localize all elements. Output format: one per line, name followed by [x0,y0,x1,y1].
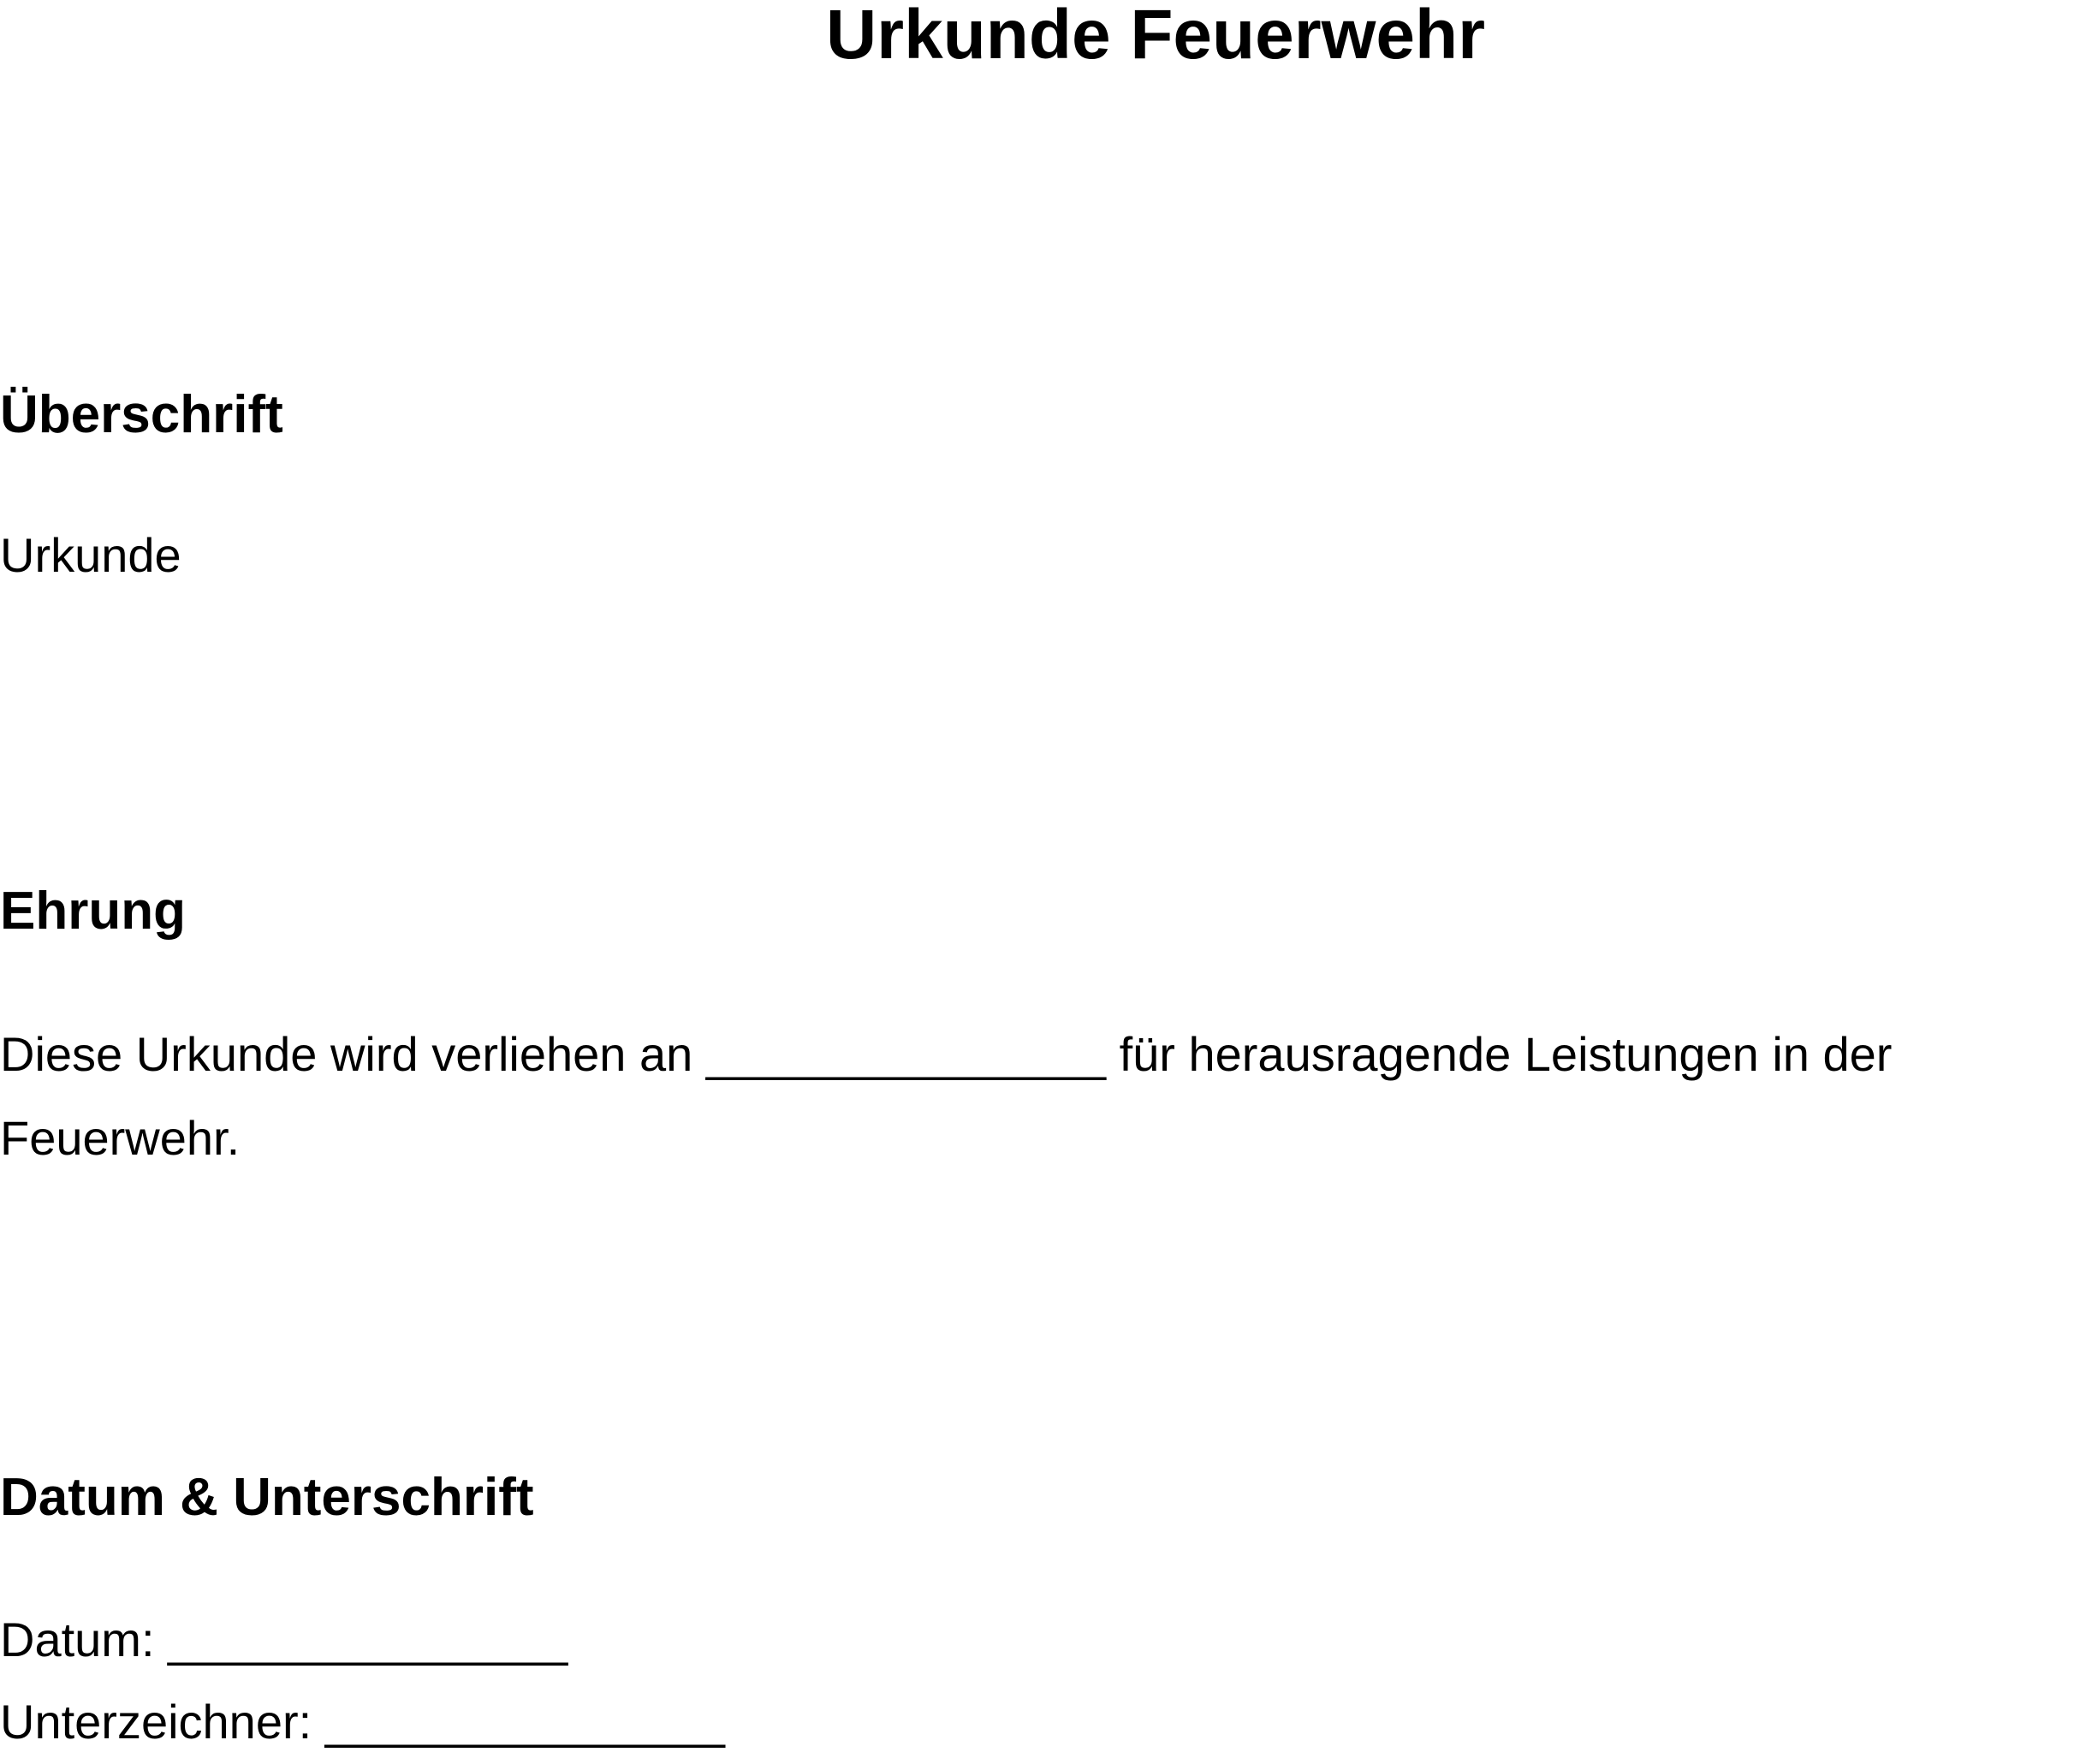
document-title: Urkunde Feuerwehr [825,0,1486,74]
section-heading-ehrung: Ehrung [0,882,186,941]
section-text-ehrung: Diese Urkunde wird verliehen an _______________ für herausragende Leistungen in der Feuerwehr. [0,1027,1893,1165]
section-heading-ueberschrift: Überschrift [0,385,283,444]
date-line: Datum: _______________ [0,1613,568,1666]
signer-line: Unterzeichner: _______________ [0,1695,725,1749]
section-heading-datum-unterschrift: Datum & Unterschrift [0,1468,534,1527]
section-text-ueberschrift: Urkunde [0,528,181,582]
